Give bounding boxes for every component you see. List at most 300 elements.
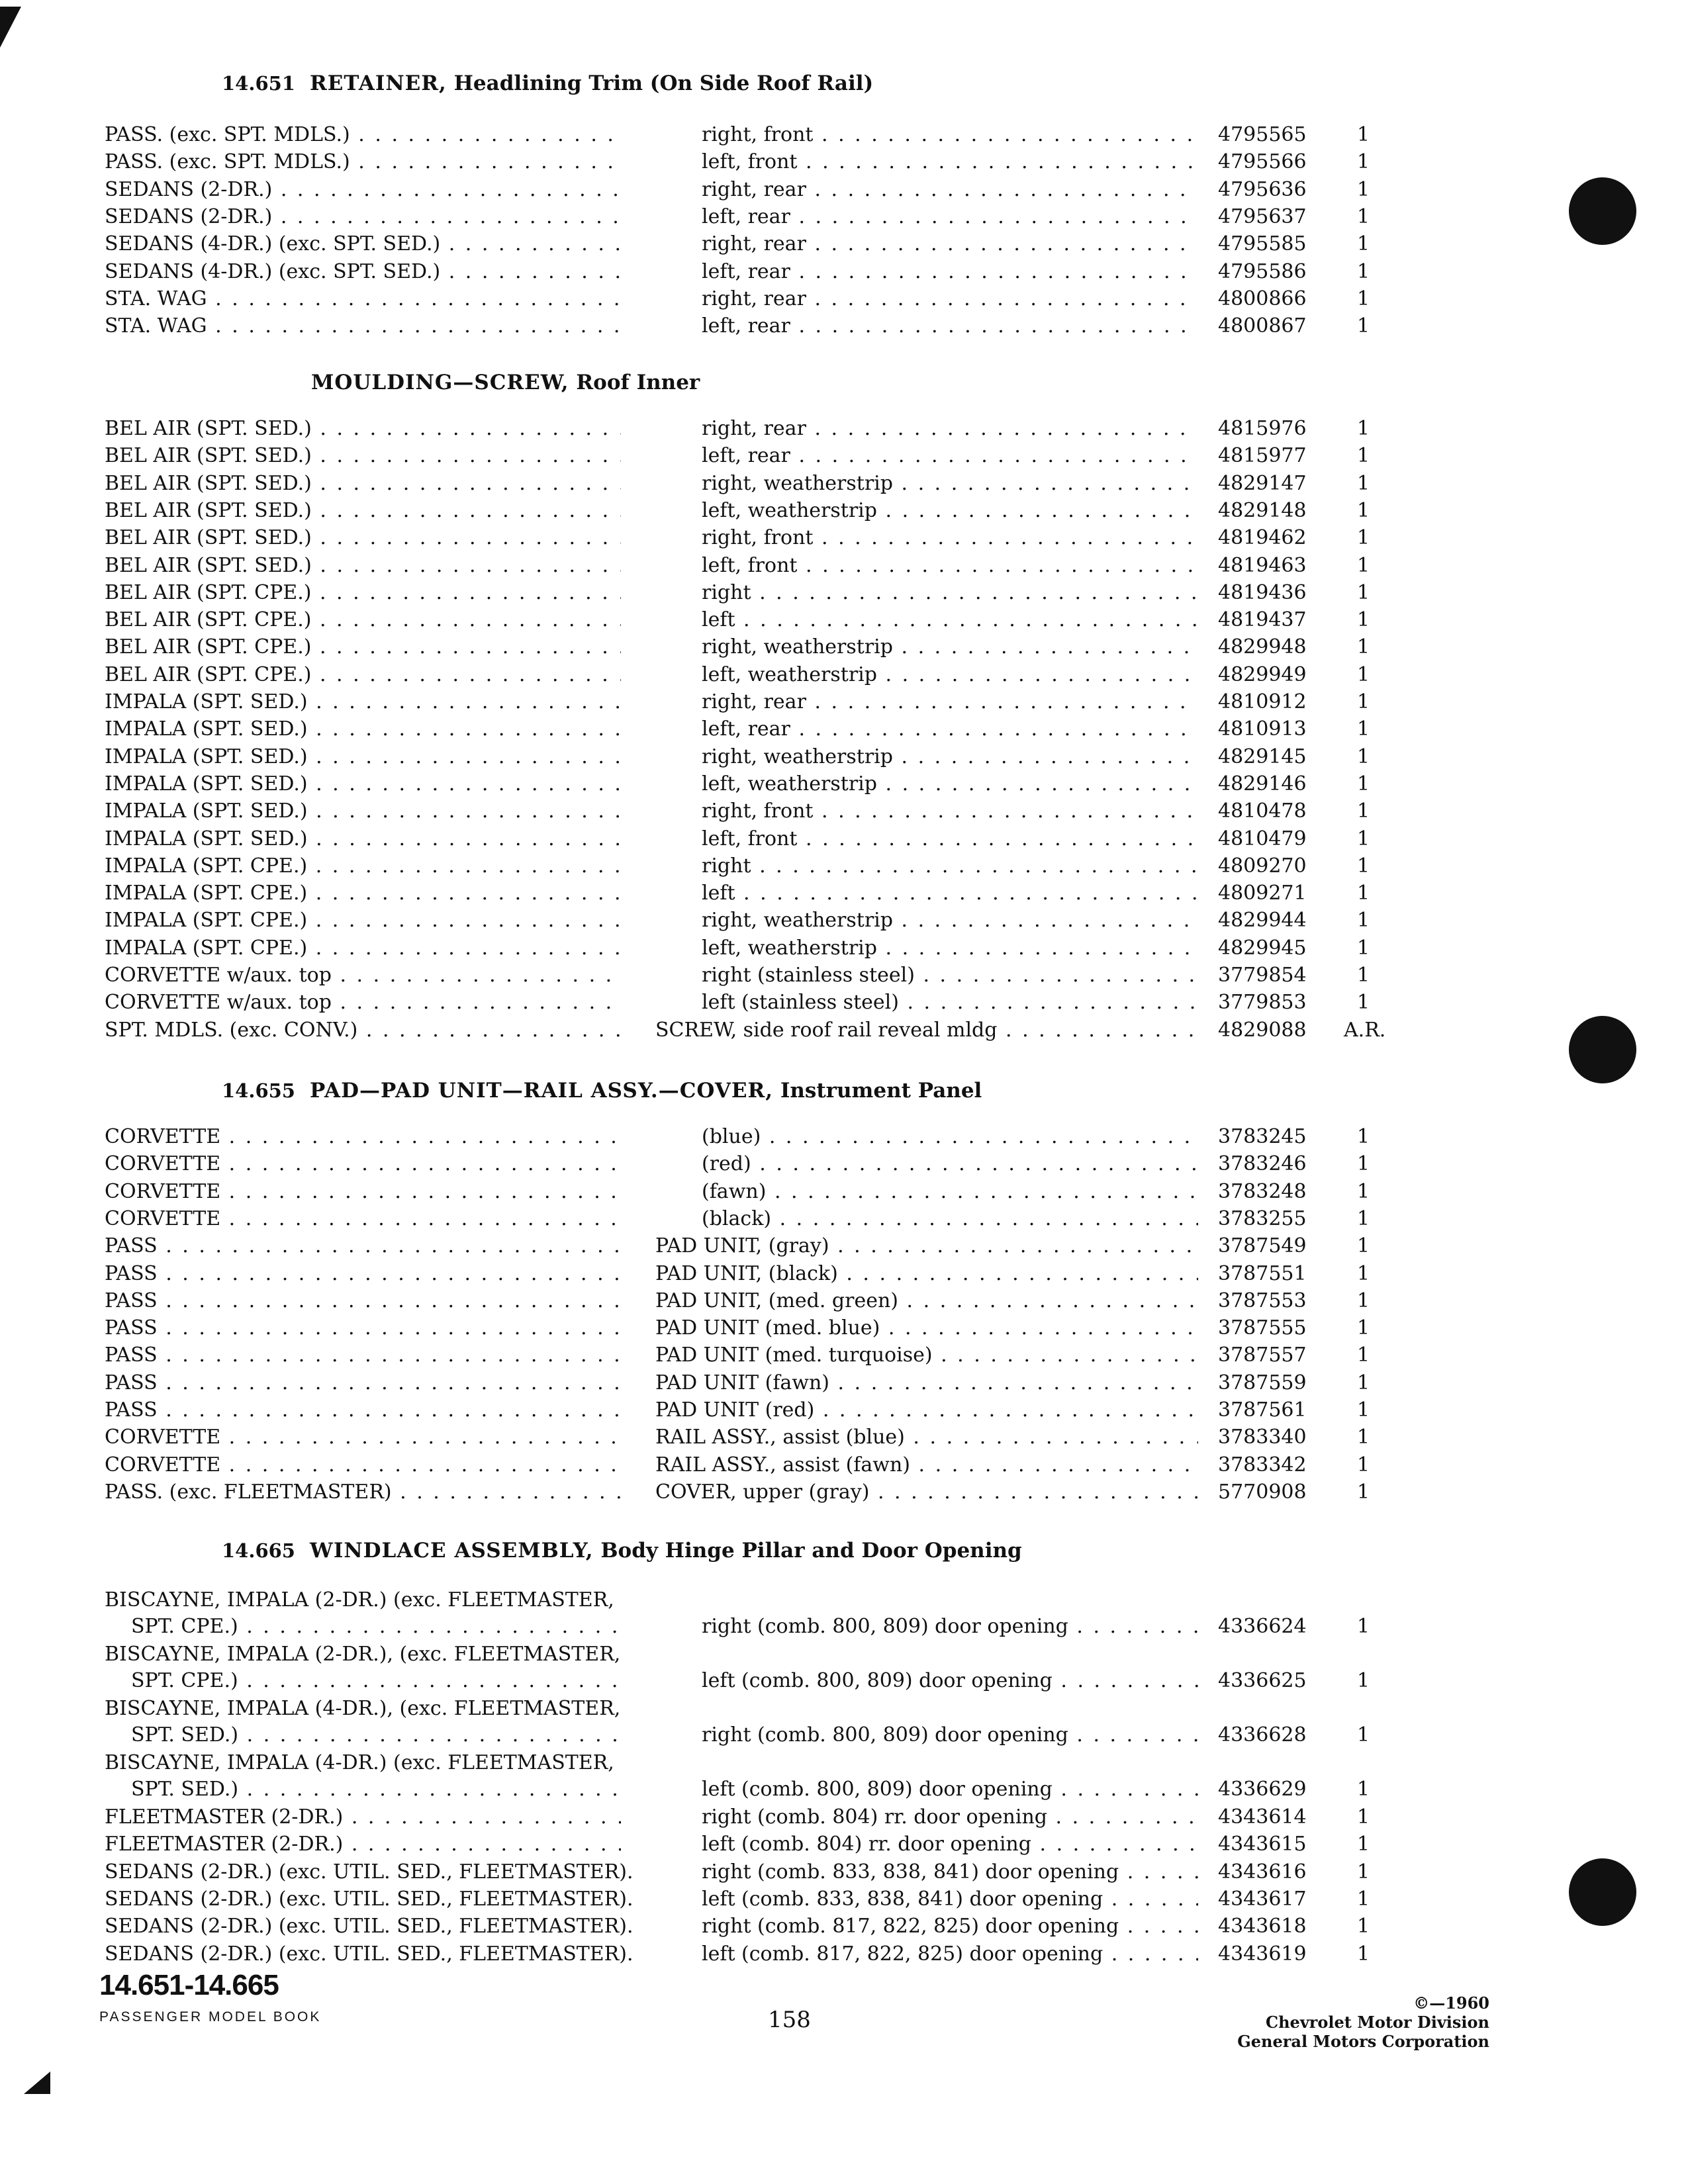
description-cell: right (stainless steel) . . . bbox=[702, 964, 1198, 987]
quantity-cell: 1 bbox=[1357, 1316, 1370, 1340]
description-cell: right (comb. 833, 838, 841) door opening . . . bbox=[702, 1860, 1198, 1884]
part-row bbox=[0, 882, 1688, 908]
model-cell: PASS . . . bbox=[105, 1234, 621, 1257]
part-number-cell: 4829945 bbox=[1218, 936, 1307, 960]
description-cell: left . . . bbox=[702, 608, 1198, 631]
part-number-cell: 4809271 bbox=[1218, 882, 1307, 905]
quantity-cell: 1 bbox=[1357, 1887, 1370, 1911]
section-heading bbox=[222, 71, 873, 95]
model-cell: CORVETTE . . . bbox=[105, 1207, 621, 1230]
part-row bbox=[0, 1453, 1688, 1480]
quantity-cell: 1 bbox=[1357, 205, 1370, 228]
description-cell: right, weatherstrip . . . bbox=[702, 745, 1198, 768]
part-row bbox=[0, 1125, 1688, 1152]
model-cell: SEDANS (2-DR.) (exc. UTIL. SED., FLEETMASTER). bbox=[105, 1915, 633, 1938]
part-row bbox=[0, 499, 1688, 525]
description-cell: (black) . . . bbox=[702, 1207, 1198, 1230]
quantity-cell: 1 bbox=[1357, 827, 1370, 850]
quantity-cell: 1 bbox=[1357, 287, 1370, 310]
model-cell: BEL AIR (SPT. SED.) . . . bbox=[105, 472, 621, 495]
model-cell: BISCAYNE, IMPALA (4-DR.) (exc. FLEETMASTER, bbox=[105, 1751, 614, 1774]
part-row bbox=[0, 1751, 1688, 1804]
quantity-cell: 1 bbox=[1357, 1942, 1370, 1966]
model-cell: BEL AIR (SPT. CPE.) . . . bbox=[105, 663, 621, 686]
part-row bbox=[0, 1833, 1688, 1859]
part-number-cell: 4343617 bbox=[1218, 1887, 1307, 1911]
description-cell: right (comb. 800, 809) door opening . . . bbox=[702, 1723, 1198, 1747]
description-cell: (blue) . . . bbox=[702, 1125, 1198, 1148]
part-row bbox=[0, 799, 1688, 826]
model-cell: IMPALA (SPT. SED.) . . . bbox=[105, 799, 621, 823]
model-cell: IMPALA (SPT. SED.) . . . bbox=[105, 772, 621, 796]
quantity-cell: 1 bbox=[1357, 717, 1370, 741]
corner-mark-top bbox=[0, 7, 21, 48]
part-number-cell: 3779854 bbox=[1218, 964, 1307, 987]
part-number-cell: 3783340 bbox=[1218, 1426, 1307, 1449]
description-cell: right, weatherstrip . . . bbox=[702, 635, 1198, 659]
quantity-cell: 1 bbox=[1357, 1723, 1370, 1747]
part-row bbox=[0, 827, 1688, 854]
section-title: PAD—PAD UNIT—RAIL ASSY.—COVER, bbox=[310, 1079, 774, 1103]
copyright: ©—1960 bbox=[1413, 1993, 1489, 2013]
description-cell: left, front . . . bbox=[702, 827, 1198, 850]
model-cell: BEL AIR (SPT. SED.) . . . bbox=[105, 417, 621, 440]
quantity-cell: A.R. bbox=[1344, 1018, 1386, 1042]
part-row bbox=[0, 526, 1688, 553]
book-name: PASSENGER MODEL BOOK bbox=[99, 2009, 322, 2025]
model-cell: PASS. (exc. SPT. MDLS.) . . . bbox=[105, 150, 621, 173]
part-row bbox=[0, 936, 1688, 963]
part-row bbox=[0, 1180, 1688, 1206]
part-number-cell: 4795566 bbox=[1218, 150, 1307, 174]
part-number-cell: 4336629 bbox=[1218, 1778, 1307, 1801]
description-cell: right, front . . . bbox=[702, 526, 1198, 549]
part-row bbox=[0, 1480, 1688, 1507]
part-row bbox=[0, 1262, 1688, 1289]
division: Chevrolet Motor Division bbox=[1266, 2013, 1489, 2032]
description-cell: left, rear . . . bbox=[702, 314, 1198, 338]
part-number-cell: 4343619 bbox=[1218, 1942, 1307, 1966]
model-cell-continued: SPT. CPE.) . . . bbox=[131, 1615, 621, 1638]
corner-mark-bottom bbox=[24, 2071, 50, 2094]
model-cell: IMPALA (SPT. SED.) . . . bbox=[105, 827, 621, 850]
part-number-cell: 4829147 bbox=[1218, 471, 1307, 495]
model-cell: PASS . . . bbox=[105, 1316, 621, 1340]
quantity-cell: 1 bbox=[1357, 1480, 1370, 1504]
part-number-cell: 4829146 bbox=[1218, 772, 1307, 796]
part-row bbox=[0, 608, 1688, 635]
model-cell: IMPALA (SPT. SED.) . . . bbox=[105, 690, 621, 713]
model-cell: BEL AIR (SPT. SED.) . . . bbox=[105, 554, 621, 577]
description-cell: left (stainless steel) . . . bbox=[702, 991, 1198, 1014]
part-row bbox=[0, 232, 1688, 259]
description-cell: left, rear . . . bbox=[702, 260, 1198, 283]
part-row bbox=[0, 745, 1688, 772]
part-row bbox=[0, 1398, 1688, 1425]
quantity-cell: 1 bbox=[1357, 232, 1370, 256]
part-row bbox=[0, 1316, 1688, 1343]
model-cell: PASS. (exc. SPT. MDLS.) . . . bbox=[105, 123, 621, 146]
part-row bbox=[0, 1643, 1688, 1696]
model-cell: BISCAYNE, IMPALA (2-DR.) (exc. FLEETMASTER, bbox=[105, 1588, 614, 1612]
section-number: 14.651 bbox=[222, 72, 295, 95]
model-cell: SEDANS (4-DR.) (exc. SPT. SED.) . . . bbox=[105, 260, 621, 283]
part-number-cell: 4795636 bbox=[1218, 177, 1307, 201]
description-cell: PAD UNIT, (black) . . . bbox=[655, 1262, 1198, 1285]
quantity-cell: 1 bbox=[1357, 854, 1370, 878]
model-cell: BEL AIR (SPT. CPE.) . . . bbox=[105, 608, 621, 631]
part-number-cell: 3787555 bbox=[1218, 1316, 1307, 1340]
model-cell: PASS . . . bbox=[105, 1262, 621, 1285]
part-number-cell: 3783246 bbox=[1218, 1152, 1307, 1176]
quantity-cell: 1 bbox=[1357, 909, 1370, 933]
quantity-cell: 1 bbox=[1357, 882, 1370, 905]
section-subtitle: Headlining Trim (On Side Roof Rail) bbox=[453, 71, 874, 95]
description-cell: right, front . . . bbox=[702, 123, 1198, 146]
description-cell: right, rear . . . bbox=[702, 178, 1198, 201]
part-number-cell: 4810912 bbox=[1218, 690, 1307, 713]
part-number-cell: 4795585 bbox=[1218, 232, 1307, 256]
part-row bbox=[0, 1588, 1688, 1641]
part-number-cell: 4819437 bbox=[1218, 608, 1307, 632]
description-cell: RAIL ASSY., assist (fawn) . . . bbox=[655, 1453, 1198, 1477]
model-cell: SEDANS (2-DR.) . . . bbox=[105, 205, 621, 228]
part-number-cell: 4795565 bbox=[1218, 123, 1307, 146]
description-cell: left, front . . . bbox=[702, 554, 1198, 577]
model-cell: SEDANS (2-DR.) (exc. UTIL. SED., FLEETMASTER). bbox=[105, 1942, 633, 1966]
description-cell: right (comb. 800, 809) door opening . . . bbox=[702, 1615, 1198, 1638]
quantity-cell: 1 bbox=[1357, 526, 1370, 550]
description-cell: PAD UNIT (fawn) . . . bbox=[655, 1371, 1198, 1394]
section-number: 14.655 bbox=[222, 1079, 295, 1102]
quantity-cell: 1 bbox=[1357, 1179, 1370, 1203]
part-number-cell: 3787549 bbox=[1218, 1234, 1307, 1258]
part-number-cell: 4343615 bbox=[1218, 1833, 1307, 1856]
quantity-cell: 1 bbox=[1357, 150, 1370, 174]
quantity-cell: 1 bbox=[1357, 1915, 1370, 1938]
model-cell: BEL AIR (SPT. SED.) . . . bbox=[105, 526, 621, 549]
part-row bbox=[0, 964, 1688, 990]
model-cell: CORVETTE . . . bbox=[105, 1453, 621, 1477]
part-row bbox=[0, 854, 1688, 881]
model-cell: STA. WAG . . . bbox=[105, 314, 621, 338]
part-row bbox=[0, 1915, 1688, 1941]
part-row bbox=[0, 472, 1688, 498]
description-cell: left, rear . . . bbox=[702, 444, 1198, 467]
part-number-cell: 4343614 bbox=[1218, 1805, 1307, 1829]
part-row bbox=[0, 1152, 1688, 1179]
quantity-cell: 1 bbox=[1357, 259, 1370, 283]
description-cell: right, weatherstrip . . . bbox=[702, 472, 1198, 495]
description-cell: right, rear . . . bbox=[702, 417, 1198, 440]
quantity-cell: 1 bbox=[1357, 1426, 1370, 1449]
description-cell: left (comb. 833, 838, 841) door opening . . . bbox=[702, 1888, 1198, 1911]
description-cell: right . . . bbox=[702, 854, 1198, 878]
part-number-cell: 4809270 bbox=[1218, 854, 1307, 878]
part-row bbox=[0, 1371, 1688, 1398]
model-cell-continued: SPT. CPE.) . . . bbox=[131, 1669, 621, 1692]
part-number-cell: 3787551 bbox=[1218, 1261, 1307, 1285]
quantity-cell: 1 bbox=[1357, 1261, 1370, 1285]
part-number-cell: 4810478 bbox=[1218, 799, 1307, 823]
part-number-cell: 4336628 bbox=[1218, 1723, 1307, 1747]
model-cell: IMPALA (SPT. CPE.) . . . bbox=[105, 854, 621, 878]
description-cell: left . . . bbox=[702, 882, 1198, 905]
description-cell: right, rear . . . bbox=[702, 232, 1198, 255]
model-cell: SEDANS (2-DR.) . . . bbox=[105, 178, 621, 201]
part-number-cell: 3787557 bbox=[1218, 1343, 1307, 1367]
section-number: 14.665 bbox=[222, 1539, 295, 1562]
part-row bbox=[0, 663, 1688, 690]
model-cell: BISCAYNE, IMPALA (4-DR.), (exc. FLEETMASTER, bbox=[105, 1697, 621, 1720]
quantity-cell: 1 bbox=[1357, 1234, 1370, 1258]
model-cell: IMPALA (SPT. CPE.) . . . bbox=[105, 909, 621, 932]
model-cell: STA. WAG . . . bbox=[105, 287, 621, 310]
part-row bbox=[0, 772, 1688, 799]
publisher-block bbox=[1178, 1993, 1489, 2051]
description-cell: left (comb. 804) rr. door opening . . . bbox=[702, 1833, 1198, 1856]
model-cell: FLEETMASTER (2-DR.) . . . bbox=[105, 1805, 621, 1829]
quantity-cell: 1 bbox=[1357, 1289, 1370, 1312]
description-cell: right, front . . . bbox=[702, 799, 1198, 823]
quantity-cell: 1 bbox=[1357, 964, 1370, 987]
description-cell: PAD UNIT (med. blue) . . . bbox=[655, 1316, 1198, 1340]
model-cell: IMPALA (SPT. CPE.) . . . bbox=[105, 882, 621, 905]
part-number-cell: 4819462 bbox=[1218, 526, 1307, 550]
corporation: General Motors Corporation bbox=[1237, 2032, 1489, 2051]
part-number-cell: 4829148 bbox=[1218, 498, 1307, 522]
page-code: 14.651-14.665 bbox=[99, 1969, 279, 2001]
model-cell: IMPALA (SPT. SED.) . . . bbox=[105, 717, 621, 741]
quantity-cell: 1 bbox=[1357, 608, 1370, 632]
model-cell: IMPALA (SPT. CPE.) . . . bbox=[105, 936, 621, 960]
description-cell: PAD UNIT (med. turquoise) . . . bbox=[655, 1343, 1198, 1367]
quantity-cell: 1 bbox=[1357, 1125, 1370, 1148]
part-number-cell: 4800867 bbox=[1218, 314, 1307, 338]
description-cell: (fawn) . . . bbox=[702, 1180, 1198, 1203]
description-cell: SCREW, side roof rail reveal mldg . . . bbox=[655, 1019, 1198, 1042]
part-number-cell: 4800866 bbox=[1218, 287, 1307, 310]
model-cell: IMPALA (SPT. SED.) . . . bbox=[105, 745, 621, 768]
part-row bbox=[0, 1343, 1688, 1370]
description-cell: left, weatherstrip . . . bbox=[702, 499, 1198, 522]
quantity-cell: 1 bbox=[1357, 1152, 1370, 1176]
quantity-cell: 1 bbox=[1357, 1778, 1370, 1801]
part-row bbox=[0, 1289, 1688, 1316]
part-number-cell: 3783342 bbox=[1218, 1453, 1307, 1477]
section-subtitle: Body Hinge Pillar and Door Opening bbox=[600, 1539, 1022, 1563]
quantity-cell: 1 bbox=[1357, 1398, 1370, 1422]
part-row bbox=[0, 314, 1688, 341]
model-cell-continued: SPT. SED.) . . . bbox=[131, 1778, 621, 1801]
quantity-cell: 1 bbox=[1357, 635, 1370, 659]
part-row bbox=[0, 1234, 1688, 1261]
part-number-cell: 4795637 bbox=[1218, 205, 1307, 228]
quantity-cell: 1 bbox=[1357, 1343, 1370, 1367]
quantity-cell: 1 bbox=[1357, 314, 1370, 338]
part-row bbox=[0, 260, 1688, 287]
part-row bbox=[0, 1805, 1688, 1832]
part-number-cell: 4829088 bbox=[1218, 1018, 1307, 1042]
section-subtitle: Instrument Panel bbox=[780, 1079, 982, 1103]
quantity-cell: 1 bbox=[1357, 799, 1370, 823]
part-number-cell: 4810913 bbox=[1218, 717, 1307, 741]
section-title: WINDLACE ASSEMBLY, bbox=[310, 1539, 594, 1563]
model-cell: FLEETMASTER (2-DR.) . . . bbox=[105, 1833, 621, 1856]
quantity-cell: 1 bbox=[1357, 1860, 1370, 1884]
section-title: RETAINER, bbox=[310, 71, 447, 95]
part-number-cell: 4829949 bbox=[1218, 662, 1307, 686]
part-row bbox=[0, 1207, 1688, 1234]
part-number-cell: 4829948 bbox=[1218, 635, 1307, 659]
part-row bbox=[0, 1697, 1688, 1750]
description-cell: left (comb. 800, 809) door opening . . . bbox=[702, 1778, 1198, 1801]
part-row bbox=[0, 123, 1688, 150]
description-cell: PAD UNIT, (med. green) . . . bbox=[655, 1289, 1198, 1312]
quantity-cell: 1 bbox=[1357, 1371, 1370, 1394]
part-row bbox=[0, 554, 1688, 580]
model-cell: SEDANS (2-DR.) (exc. UTIL. SED., FLEETMASTER). bbox=[105, 1887, 633, 1911]
model-cell: CORVETTE . . . bbox=[105, 1180, 621, 1203]
part-row bbox=[0, 287, 1688, 314]
section-subtitle: Roof Inner bbox=[576, 371, 700, 394]
part-row bbox=[0, 1888, 1688, 1914]
part-number-cell: 3783255 bbox=[1218, 1206, 1307, 1230]
part-number-cell: 3783248 bbox=[1218, 1179, 1307, 1203]
part-number-cell: 4810479 bbox=[1218, 827, 1307, 850]
description-cell: COVER, upper (gray) . . . bbox=[655, 1480, 1198, 1504]
description-cell: left (comb. 817, 822, 825) door opening . . . bbox=[702, 1942, 1198, 1966]
description-cell: right . . . bbox=[702, 581, 1198, 604]
model-cell: PASS . . . bbox=[105, 1371, 621, 1394]
quantity-cell: 1 bbox=[1357, 1833, 1370, 1856]
part-number-cell: 4819463 bbox=[1218, 553, 1307, 577]
part-number-cell: 3787553 bbox=[1218, 1289, 1307, 1312]
model-cell: SEDANS (4-DR.) (exc. SPT. SED.) . . . bbox=[105, 232, 621, 255]
model-cell: PASS . . . bbox=[105, 1343, 621, 1367]
quantity-cell: 1 bbox=[1357, 553, 1370, 577]
quantity-cell: 1 bbox=[1357, 471, 1370, 495]
quantity-cell: 1 bbox=[1357, 123, 1370, 146]
part-row bbox=[0, 690, 1688, 717]
part-number-cell: 3787561 bbox=[1218, 1398, 1307, 1422]
model-cell: CORVETTE w/aux. top . . . bbox=[105, 991, 621, 1014]
description-cell: PAD UNIT, (gray) . . . bbox=[655, 1234, 1198, 1257]
quantity-cell: 1 bbox=[1357, 1453, 1370, 1477]
model-cell: CORVETTE w/aux. top . . . bbox=[105, 964, 621, 987]
section-heading bbox=[311, 371, 700, 394]
part-row bbox=[0, 444, 1688, 471]
model-cell: BEL AIR (SPT. SED.) . . . bbox=[105, 499, 621, 522]
description-cell: left, weatherstrip . . . bbox=[702, 936, 1198, 960]
model-cell: CORVETTE . . . bbox=[105, 1125, 621, 1148]
part-row bbox=[0, 717, 1688, 744]
part-number-cell: 4795586 bbox=[1218, 259, 1307, 283]
part-number-cell: 4815977 bbox=[1218, 444, 1307, 468]
model-cell: SEDANS (2-DR.) (exc. UTIL. SED., FLEETMASTER). bbox=[105, 1860, 633, 1884]
part-number-cell: 5770908 bbox=[1218, 1480, 1307, 1504]
part-number-cell: 3783245 bbox=[1218, 1125, 1307, 1148]
part-row bbox=[0, 581, 1688, 608]
description-cell: left, front . . . bbox=[702, 150, 1198, 173]
part-row bbox=[0, 1860, 1688, 1887]
model-cell: PASS. (exc. FLEETMASTER) . . . bbox=[105, 1480, 621, 1504]
part-number-cell: 4343618 bbox=[1218, 1915, 1307, 1938]
description-cell: right, rear . . . bbox=[702, 690, 1198, 713]
quantity-cell: 1 bbox=[1357, 772, 1370, 796]
quantity-cell: 1 bbox=[1357, 1206, 1370, 1230]
quantity-cell: 1 bbox=[1357, 177, 1370, 201]
model-cell-continued: SPT. SED.) . . . bbox=[131, 1723, 621, 1747]
quantity-cell: 1 bbox=[1357, 662, 1370, 686]
description-cell: right, weatherstrip . . . bbox=[702, 909, 1198, 932]
model-cell: CORVETTE . . . bbox=[105, 1152, 621, 1175]
part-row bbox=[0, 178, 1688, 205]
quantity-cell: 1 bbox=[1357, 1669, 1370, 1692]
part-row bbox=[0, 417, 1688, 443]
part-number-cell: 4829944 bbox=[1218, 909, 1307, 933]
quantity-cell: 1 bbox=[1357, 580, 1370, 604]
part-number-cell: 4336624 bbox=[1218, 1615, 1307, 1638]
model-cell: BISCAYNE, IMPALA (2-DR.), (exc. FLEETMASTER, bbox=[105, 1643, 621, 1666]
description-cell: left, weatherstrip . . . bbox=[702, 663, 1198, 686]
quantity-cell: 1 bbox=[1357, 745, 1370, 768]
quantity-cell: 1 bbox=[1357, 936, 1370, 960]
model-cell: CORVETTE . . . bbox=[105, 1426, 621, 1449]
description-cell: left, rear . . . bbox=[702, 205, 1198, 228]
description-cell: RAIL ASSY., assist (blue) . . . bbox=[655, 1426, 1198, 1449]
description-cell: left, rear . . . bbox=[702, 717, 1198, 741]
part-row bbox=[0, 635, 1688, 662]
part-number-cell: 4336625 bbox=[1218, 1669, 1307, 1692]
part-row bbox=[0, 1019, 1688, 1045]
quantity-cell: 1 bbox=[1357, 1615, 1370, 1638]
part-row bbox=[0, 150, 1688, 177]
quantity-cell: 1 bbox=[1357, 991, 1370, 1015]
part-number-cell: 3779853 bbox=[1218, 991, 1307, 1015]
model-cell: SPT. MDLS. (exc. CONV.) . . . bbox=[105, 1019, 621, 1042]
part-row bbox=[0, 991, 1688, 1017]
description-cell: right (comb. 817, 822, 825) door opening . . . bbox=[702, 1915, 1198, 1938]
model-cell: BEL AIR (SPT. CPE.) . . . bbox=[105, 635, 621, 659]
description-cell: (red) . . . bbox=[702, 1152, 1198, 1175]
model-cell: BEL AIR (SPT. CPE.) . . . bbox=[105, 581, 621, 604]
part-number-cell: 3787559 bbox=[1218, 1371, 1307, 1394]
quantity-cell: 1 bbox=[1357, 444, 1370, 468]
part-row bbox=[0, 1942, 1688, 1969]
page-number: 158 bbox=[768, 2007, 811, 2033]
quantity-cell: 1 bbox=[1357, 1805, 1370, 1829]
description-cell: right (comb. 804) rr. door opening . . . bbox=[702, 1805, 1198, 1829]
part-number-cell: 4815976 bbox=[1218, 417, 1307, 440]
description-cell: right, rear . . . bbox=[702, 287, 1198, 310]
quantity-cell: 1 bbox=[1357, 498, 1370, 522]
description-cell: left (comb. 800, 809) door opening . . . bbox=[702, 1669, 1198, 1692]
part-row bbox=[0, 1426, 1688, 1452]
description-cell: PAD UNIT (red) . . . bbox=[655, 1398, 1198, 1422]
model-cell: BEL AIR (SPT. SED.) . . . bbox=[105, 444, 621, 467]
section-heading bbox=[222, 1079, 982, 1103]
part-number-cell: 4343616 bbox=[1218, 1860, 1307, 1884]
description-cell: left, weatherstrip . . . bbox=[702, 772, 1198, 796]
part-row bbox=[0, 909, 1688, 935]
part-row bbox=[0, 205, 1688, 232]
model-cell: PASS . . . bbox=[105, 1398, 621, 1422]
quantity-cell: 1 bbox=[1357, 417, 1370, 440]
section-heading bbox=[222, 1539, 1022, 1563]
part-number-cell: 4829145 bbox=[1218, 745, 1307, 768]
model-cell: PASS . . . bbox=[105, 1289, 621, 1312]
